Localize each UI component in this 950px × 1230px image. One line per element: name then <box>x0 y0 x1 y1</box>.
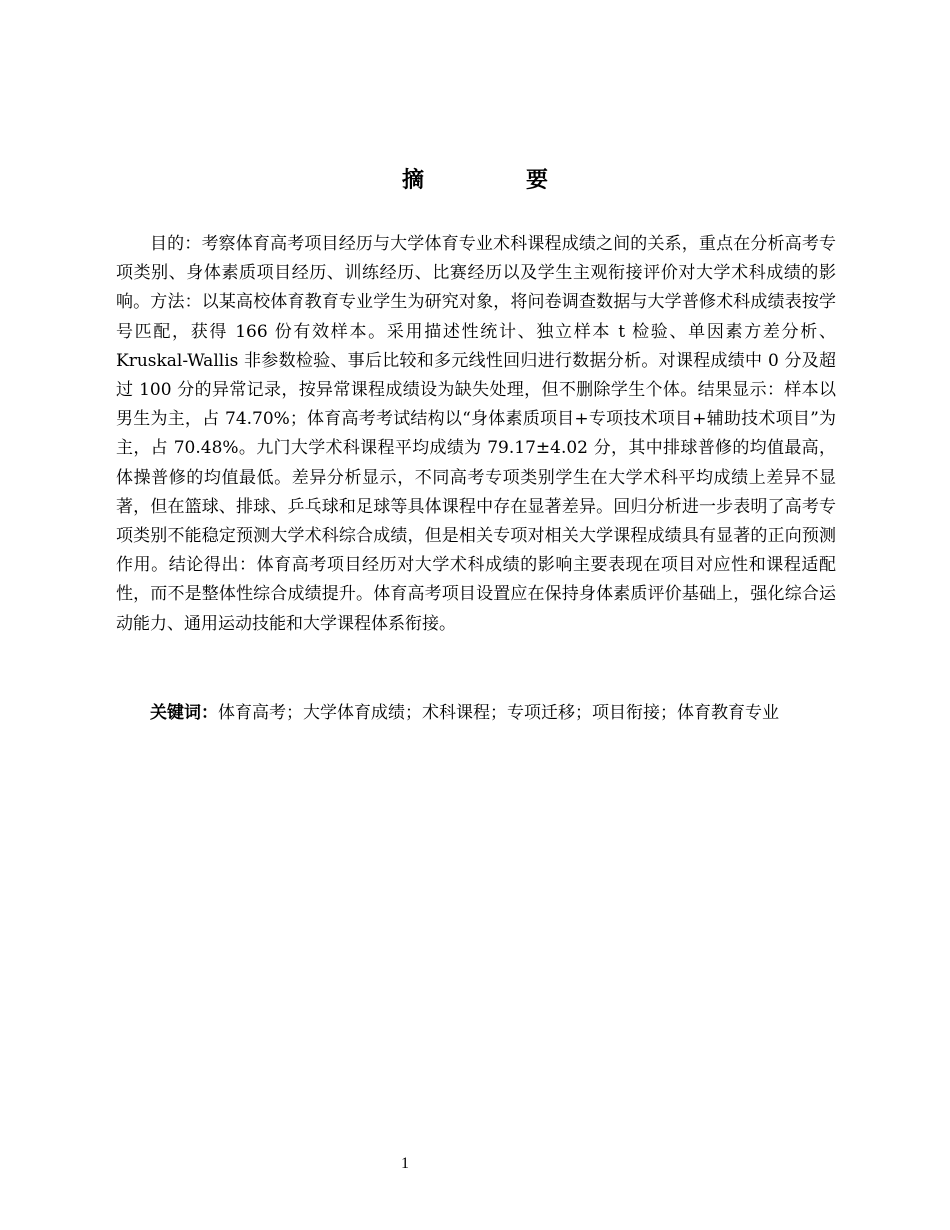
abstract-body: 目的：考察体育高考项目经历与大学体育专业术科课程成绩之间的关系，重点在分析高考专项类别、身体素质项目经历、训练经历、比赛经历以及学生主观衔接评价对大学术科成绩的影响。方法：以某高校体育教育专业学生为研究对象，将问卷调查数据与大学普修术科成绩表按学号匹配，获得 166 份有效样本。采用描述性统计、独立样本 t 检验、单因素方差分析、Kruskal-Wallis 非参数检验、事后比较和多元线性回归进行数据分析。对课程成绩中 0 分及超过 100 分的异常记录，按异常课程成绩设为缺失处理，但不删除学生个体。结果显示：样本以男生为主，占 74.70%；体育高考考试结构以“身体素质项目+专项技术项目+辅助技术项目”为主，占 70.48%。九门大学术科课程平均成绩为 79.17±4.02 分，其中排球普修的均值最高，体操普修的均值最低。差异分析显示，不同高考专项类别学生在大学术科平均成绩上差异不显著，但在篮球、排球、乒乓球和足球等具体课程中存在显著差异。回归分析进一步表明了高考专项类别不能稳定预测大学术科综合成绩，但是相关专项对相关大学课程成绩具有显著的正向预测作用。结论得出：体育高考项目经历对大学术科成绩的影响主要表现在项目对应性和课程适配性，而不是整体性综合成绩提升。体育高考项目设置应在保持身体素质评价基础上，强化综合运动能力、通用运动技能和大学课程体系衔接。 <box>116 234 836 634</box>
keywords-text: 体育高考；大学体育成绩；术科课程；专项迁移；项目衔接；体育教育专业 <box>218 703 779 723</box>
keywords-paragraph <box>116 699 836 728</box>
keywords-label: 关键词： <box>150 703 218 723</box>
page-number: 1 <box>401 1155 409 1172</box>
abstract-title: 摘 要 <box>401 168 588 193</box>
